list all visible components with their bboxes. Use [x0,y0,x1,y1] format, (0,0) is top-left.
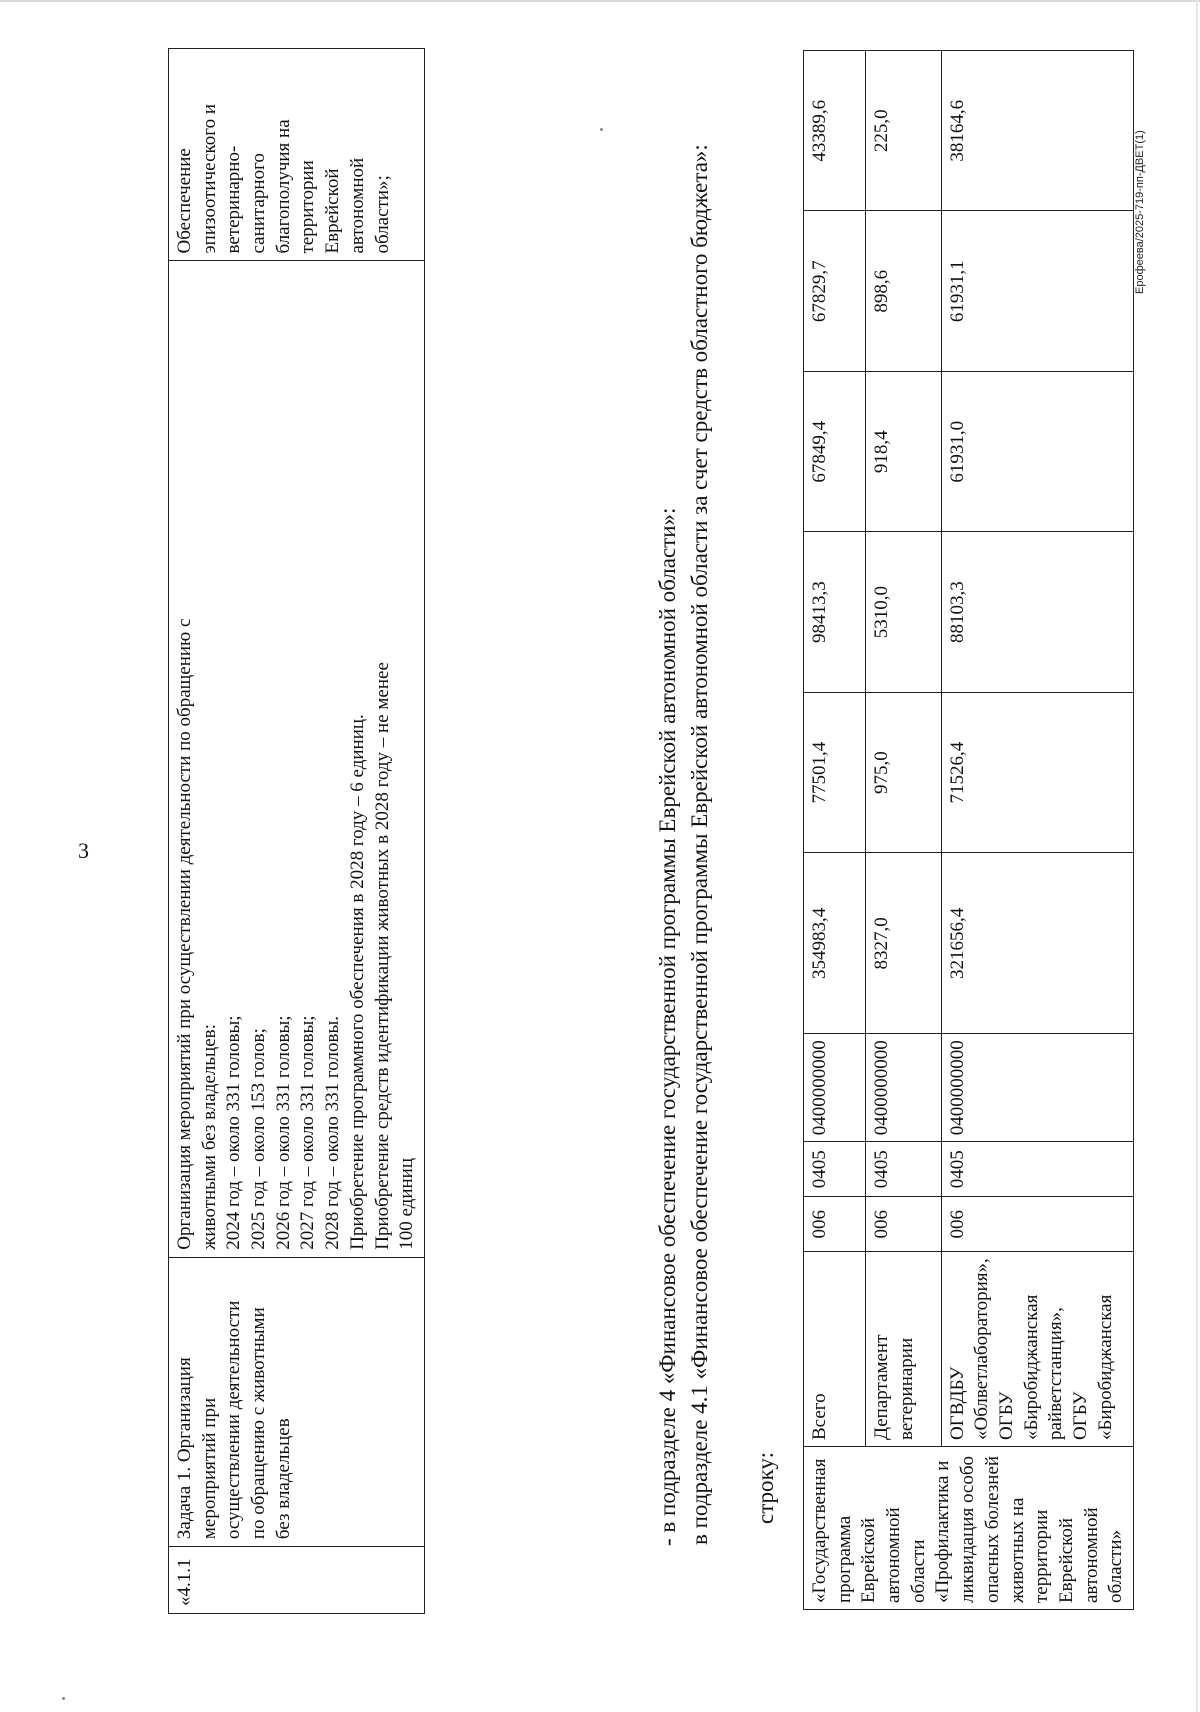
task-line: Задача 1. Организация [174,1357,195,1540]
result-line: ветеринарно- [223,145,245,254]
result-line: благополучия на [272,119,294,254]
measures-cell [169,261,425,1257]
program-name-line: Еврейской [1055,1517,1077,1603]
executor-line: ветеринарии [896,1337,918,1440]
paragraph-subsection-4: - в подразделе 4 «Финансовое обеспечение государственной программы Еврейской автономной области»: [655,507,680,1546]
executor-cell [941,1252,1133,1447]
table-row [169,49,425,1614]
measure-line: 2024 год – около 331 головы; [223,1015,245,1250]
result-line: области»; [371,175,393,254]
financing-table [803,50,1134,1610]
measure-line: 2026 год – около 331 головы; [272,1015,294,1250]
executor-line: Департамент [871,1334,893,1440]
executor-cell [866,1252,941,1447]
paragraph-line-label: строку: [753,1452,778,1524]
executor-line: ОГБУ «Биробиджанская [995,1294,1042,1440]
grbs-cell: 006 [866,1197,941,1252]
executor-cell [804,1252,866,1447]
result-line: санитарного [248,153,270,254]
task-line: осуществлении деятельности [223,1300,245,1540]
measure-line: Организация мероприятий при осуществлении деятельности по обращению с [174,618,195,1250]
result-line: эпизоотического и [198,103,220,254]
total-cell: 354983,4 [804,853,866,1034]
csr-cell: 0400000000 [866,1034,941,1142]
year-2028-cell: 38164,6 [941,51,1133,212]
year-2024-cell: 975,0 [866,692,941,852]
program-name-line: «Государственная [809,1458,830,1603]
year-2024-cell: 71526,4 [941,692,1133,852]
program-name-line: опасных болезней [981,1455,1003,1603]
rzpr-cell: 0405 [941,1142,1133,1197]
paragraph-subsection-4-1: в подразделе 4.1 «Финансовое обеспечение государственной программы Еврейской автономной области за счет средств областного бюджета»: [687,144,712,1545]
measure-line: 2028 год – около 331 головы. [322,1016,344,1250]
page-number: 3 [78,838,89,863]
measure-line: 2025 год – около 153 голов; [248,1028,270,1250]
program-name-line: программа Еврейской [833,1515,880,1603]
executor-line: ОГБУ «Биробиджанская [1069,1294,1116,1440]
grbs-cell: 006 [941,1197,1133,1252]
measure-line: животными без владельцев: [198,1024,220,1250]
rzpr-cell: 0405 [866,1142,941,1197]
row-number: «4.1.1 [169,1547,425,1614]
measure-line: 100 единиц [396,1157,418,1250]
rzpr-cell: 0405 [804,1142,866,1197]
executor-line: Всего [809,1393,830,1440]
program-name-line: ликвидация особо [957,1455,979,1603]
executor-line: райветстанция», [1045,1307,1067,1440]
csr-cell: 0400000000 [941,1034,1133,1142]
program-name-line: автономной области [883,1507,929,1603]
csr-cell: 0400000000 [804,1034,866,1142]
program-name-line: территории [1031,1509,1053,1603]
program-name-line: животных на [1006,1497,1028,1603]
task-line: без владельцев [272,1418,294,1540]
year-2027-cell: 61931,1 [941,211,1133,371]
measure-line: 2027 год – около 331 головы; [297,1015,319,1250]
total-cell: 8327,0 [866,853,941,1034]
program-name-line: «Профилактика и [932,1460,954,1603]
program-name-cell [804,1447,1134,1610]
year-2027-cell: 898,6 [866,211,941,371]
result-line: автономной [346,157,368,254]
total-cell: 321656,4 [941,853,1133,1034]
year-2026-cell: 61931,0 [941,371,1133,531]
task-line: мероприятий при [198,1397,220,1540]
year-2026-cell: 918,4 [866,371,941,531]
year-2025-cell: 98413,3 [804,532,866,692]
table-row [866,51,941,1610]
measure-line: Приобретение средств идентификации животных в 2028 году – не менее [371,662,393,1250]
executor-line: ОГВДБУ [946,1366,968,1440]
document-footer-code: Ерофеева/2025-719-пп-ДВЕТ(1) [1134,130,1146,294]
year-2028-cell: 225,0 [866,51,941,212]
table-row [804,51,866,1610]
grbs-cell: 006 [804,1197,866,1252]
task-line: по обращению с животными [248,1307,270,1540]
year-2025-cell: 5310,0 [866,532,941,692]
result-cell [169,49,425,262]
executor-line: «Облветлаборатория», [971,1258,993,1440]
year-2025-cell: 88103,3 [941,532,1133,692]
year-2026-cell: 67849,4 [804,371,866,531]
objectives-table [168,48,425,1614]
table-row [941,51,1133,1610]
result-line: Еврейской [322,168,344,254]
task-cell [169,1257,425,1546]
year-2028-cell: 43389,6 [804,51,866,212]
scan-dot [62,1697,65,1700]
result-line: Обеспечение [174,148,195,254]
year-2024-cell: 77501,4 [804,692,866,852]
program-name-line: автономной области» [1080,1507,1127,1603]
result-line: территории [297,160,319,254]
measure-line: Приобретение программного обеспечения в 2028 году – 6 единиц. [346,714,368,1250]
year-2027-cell: 67829,7 [804,211,866,371]
scan-dot [600,128,603,131]
